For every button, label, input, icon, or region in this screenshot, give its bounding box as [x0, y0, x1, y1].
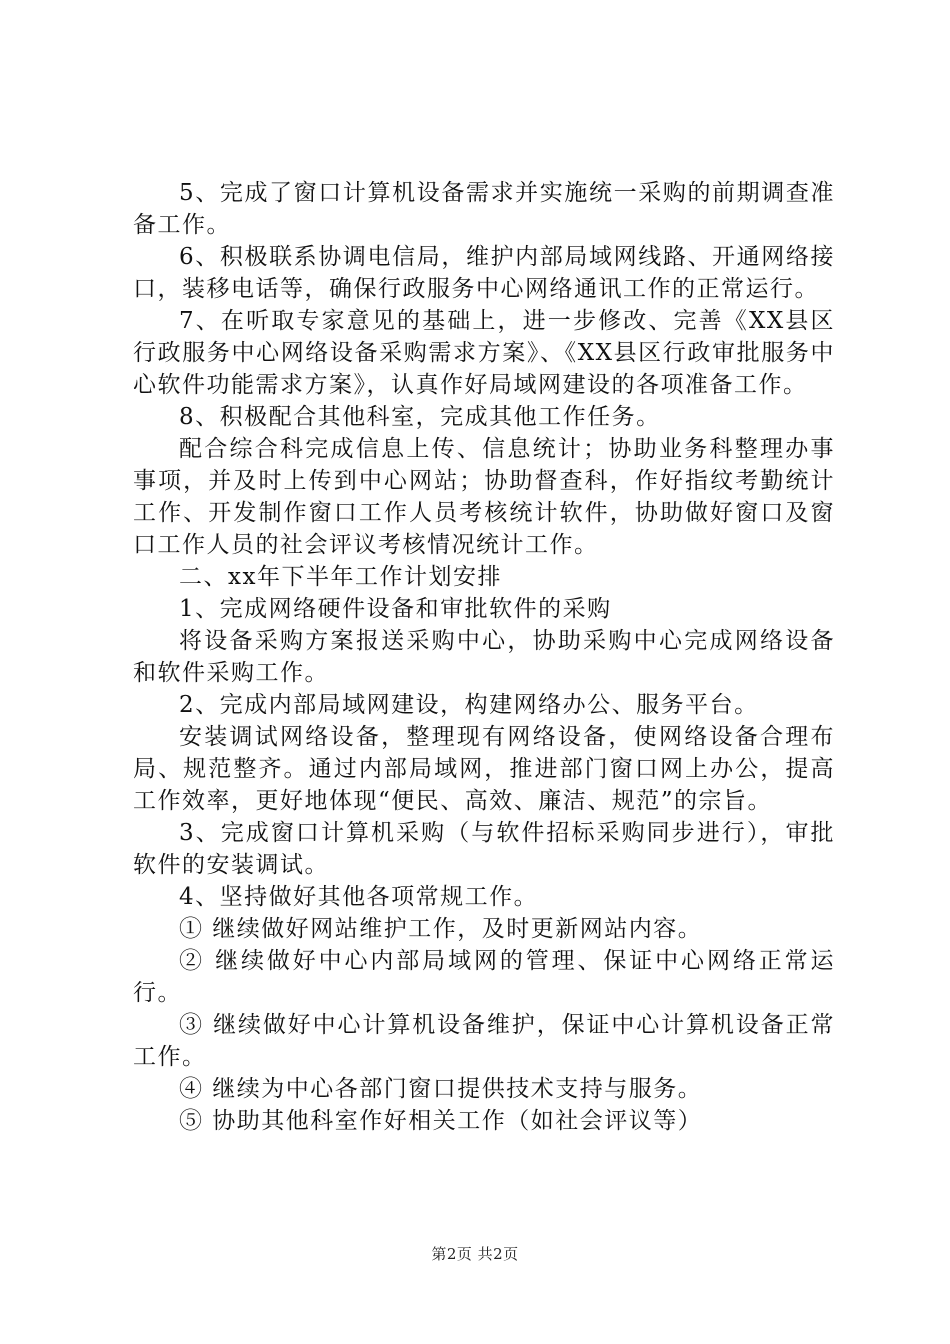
paragraph-item-6: 6、积极联系协调电信局，维护内部局域网线路、开通网络接口，装移电话等，确保行政服务中心网络通讯工作的正常运行。 [133, 244, 835, 302]
paragraph-item-8-detail: 配合综合科完成信息上传、信息统计；协助业务科整理办事事项，并及时上传到中心网站；协助督查科，作好指纹考勤统计工作、开发制作窗口工作人员考核统计软件，协助做好窗口及窗口工作人员的社会评议考核情况统计工作。 [133, 436, 835, 558]
plan-item-3: 3、完成窗口计算机采购（与软件招标采购同步进行），审批软件的安装调试。 [133, 820, 835, 878]
sub-item-1: ① 继续做好网站维护工作，及时更新网站内容。 [179, 916, 703, 942]
sub-item-3: ③ 继续做好中心计算机设备维护，保证中心计算机设备正常工作。 [133, 1012, 835, 1070]
sub-item-4: ④ 继续为中心各部门窗口提供技术支持与服务。 [179, 1076, 703, 1102]
sub-item-5: ⑤ 协助其他科室作好相关工作（如社会评议等） [179, 1108, 703, 1134]
document-body [133, 177, 835, 1137]
sub-item-2: ② 继续做好中心内部局域网的管理、保证中心网络正常运行。 [133, 948, 835, 1006]
section-heading-plan: 二、xx年下半年工作计划安排 [179, 564, 502, 590]
paragraph-item-8: 8、积极配合其他科室，完成其他工作任务。 [179, 404, 661, 430]
paragraph-item-5: 5、完成了窗口计算机设备需求并实施统一采购的前期调查准备工作。 [133, 180, 835, 238]
plan-item-4: 4、坚持做好其他各项常规工作。 [179, 884, 539, 910]
plan-item-2-detail: 安装调试网络设备，整理现有网络设备，使网络设备合理布局、规范整齐。通过内部局域网，推进部门窗口网上办公，提高工作效率，更好地体现“便民、高效、廉洁、规范”的宗旨。 [133, 724, 835, 814]
page-footer: 第2页 共2页 [431, 1245, 519, 1263]
plan-item-1-detail: 将设备采购方案报送采购中心，协助采购中心完成网络设备和软件采购工作。 [133, 628, 835, 686]
plan-item-1: 1、完成网络硬件设备和审批软件的采购 [179, 596, 612, 622]
paragraph-item-7: 7、在听取专家意见的基础上，进一步修改、完善《XX县区行政服务中心网络设备采购需求方案》、《XX县区行政审批服务中心软件功能需求方案》，认真作好局域网建设的各项准备工作。 [133, 308, 835, 398]
plan-item-2: 2、完成内部局域网建设，构建网络办公、服务平台。 [179, 692, 759, 718]
